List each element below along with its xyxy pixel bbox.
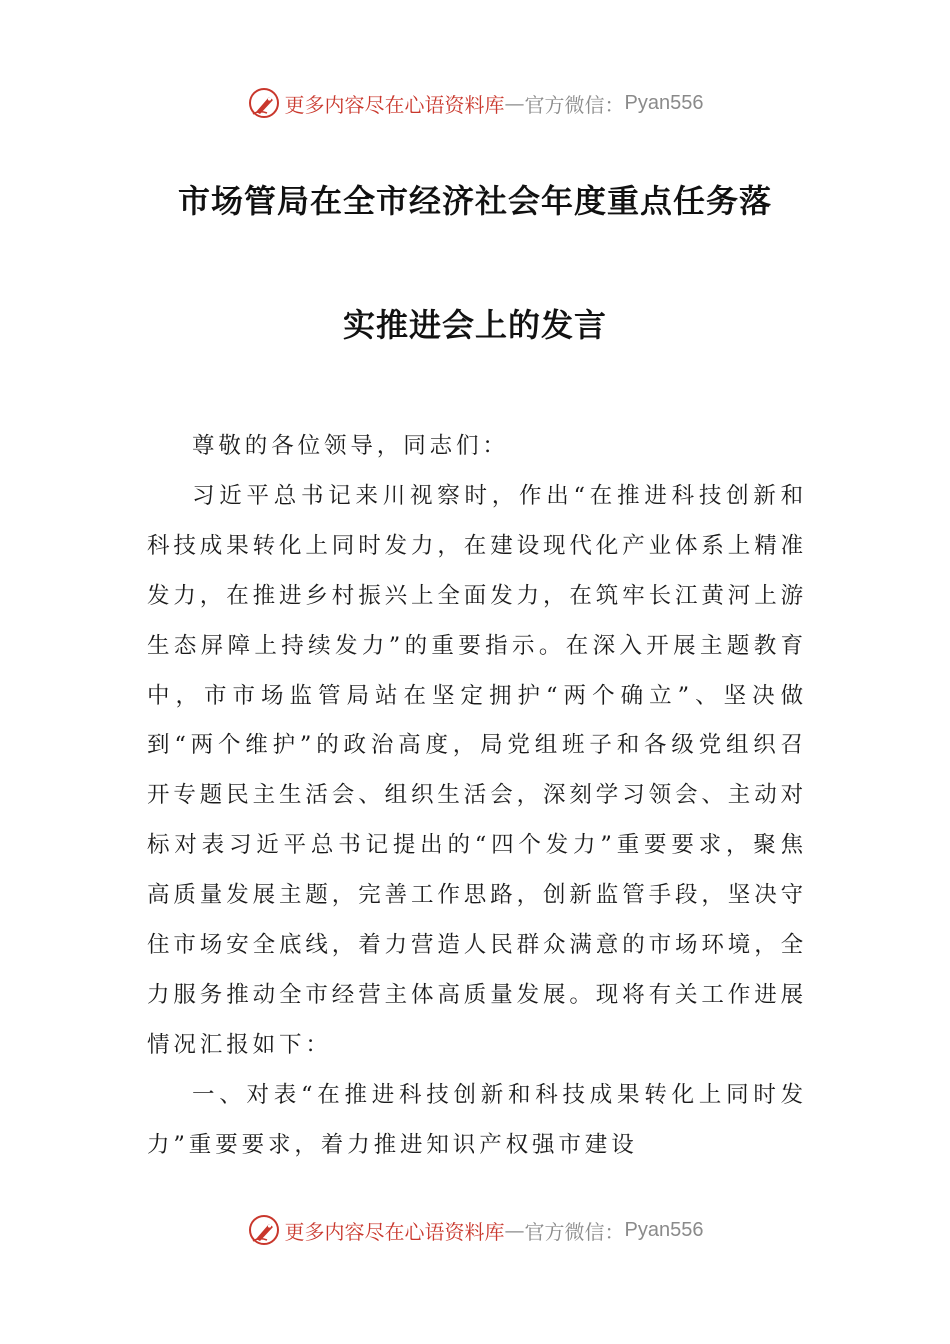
document-title-line-2: 实推进会上的发言 [342, 306, 607, 344]
watermark-dash: — [504, 1218, 525, 1242]
document-body [147, 422, 807, 1171]
pen-nib-circle-icon [247, 86, 281, 120]
watermark-text: 更多内容尽在心语资料库 [284, 92, 505, 117]
watermark-dash: — [504, 91, 525, 115]
pen-nib-circle-icon [247, 1213, 281, 1247]
watermark-wechat-label: 官方微信： [524, 92, 625, 117]
watermark-header [0, 83, 950, 123]
watermark-text: 更多内容尽在心语资料库 [284, 1219, 505, 1244]
paragraph: 习近平总书记来川视察时，作出“在推进科技创新和科技成果转化上同时发力，在建设现代化产业体系上精准发力，在推进乡村振兴上全面发力，在筑牢长江黄河上游生态屏障上持续发力”的重要指示。在深入开展主题教育中，市市场监管局站在坚定拥护“两个确立”、坚决做到“两个维护”的政治高度，局党组班子和各级党组织召开专题民主生活会、组织生活会，深刻学习领会、主动对标对表习近平总书记提出的“四个发力”重要要求，聚焦高质量发展主题，完善工作思路，创新监管手段，坚决守住市场安全底线，着力营造人民群众满意的市场环境，全力服务推动全市经营主体高质量发展。现将有关工作进展情况汇报如下： [147, 482, 808, 1058]
watermark-wechat-id: Pyan556 [624, 91, 704, 114]
watermark-wechat-label: 官方微信： [524, 1219, 625, 1244]
salutation: 尊敬的各位领导，同志们： [192, 433, 509, 459]
watermark-wechat-id: Pyan556 [624, 1218, 704, 1241]
watermark-footer [0, 1210, 950, 1250]
document-title-line-1: 市场管局在全市经济社会年度重点任务落 [177, 182, 772, 220]
section-heading: 一、对表“在推进科技创新和科技成果转化上同时发力”重要要求，着力推进知识产权强市建设 [147, 1081, 807, 1158]
